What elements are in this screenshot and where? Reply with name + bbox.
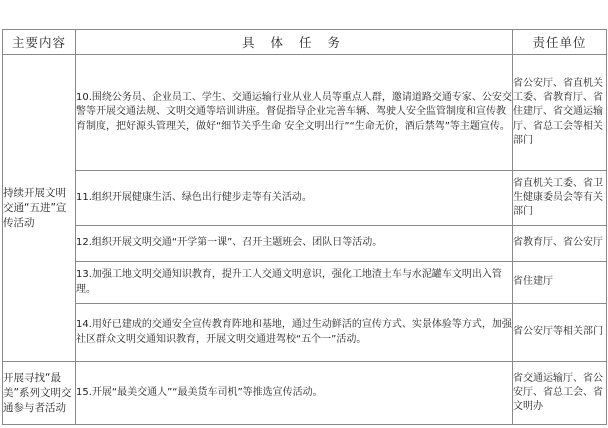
task-cell: 13.加强工地文明交通知识教育，提升工人交通文明意识，强化工地渣土车与水泥罐车文明出入管理。 [76,262,513,304]
table-row [3,226,607,262]
unit-cell: 省住建厅 [513,262,607,304]
table-header-row [3,30,607,55]
header-main-content: 主要内容 [3,30,76,55]
task-cell: 15.开展“最美交通人”“最美货车司机”等推选宣传活动。 [76,362,513,425]
table-row [3,55,607,171]
task-table [2,29,607,425]
unit-cell: 省公安厅等相关部门 [513,304,607,362]
page-top-edge [0,0,608,6]
table-row [3,362,607,425]
unit-cell: 省交通运输厅、省公安厅、省总工会、省文明办 [513,362,607,425]
group-content-cell: 持续开展文明交通“五进”宣传活动 [3,55,76,362]
header-specific-tasks: 具 体 任 务 [76,30,513,55]
group-content-cell: 开展寻找“最美”系列文明交通参与者活动 [3,362,76,425]
task-cell: 12.组织开展文明交通“开学第一课”、召开主题班会、团队日等活动。 [76,226,513,262]
unit-cell: 省公安厅、省直机关工委、省教育厅、省住建厅、省交通运输厅、省总工会等相关部门 [513,55,607,171]
unit-cell: 省直机关工委、省卫生健康委员会等有关部门 [513,171,607,226]
table-row [3,304,607,362]
header-responsible-unit: 责任单位 [513,30,607,55]
unit-cell: 省教育厅、省公安厅 [513,226,607,262]
task-cell: 11.组织开展健康生活、绿色出行健步走等有关活动。 [76,171,513,226]
task-cell: 14.用好已建成的交通安全宣传教育阵地和基地，通过生动鲜活的宣传方式、实景体验等方式，加强社区群众文明交通知识教育，开展文明交通进驾校“五个一”活动。 [76,304,513,362]
table-row [3,262,607,304]
table-row [3,171,607,226]
task-cell: 10.围绕公务员、企业员工、学生、交通运输行业从业人员等重点人群，邀请道路交通专家、公安交警等开展交通法规、文明交通等培训讲座。督促指导企业完善车辆、驾驶人安全监管制度和宣传教育制度，把好源头管理关，做好“细节关乎生命 安全文明出行”“生命无价，酒后禁驾”等主题宣传。 [76,55,513,171]
